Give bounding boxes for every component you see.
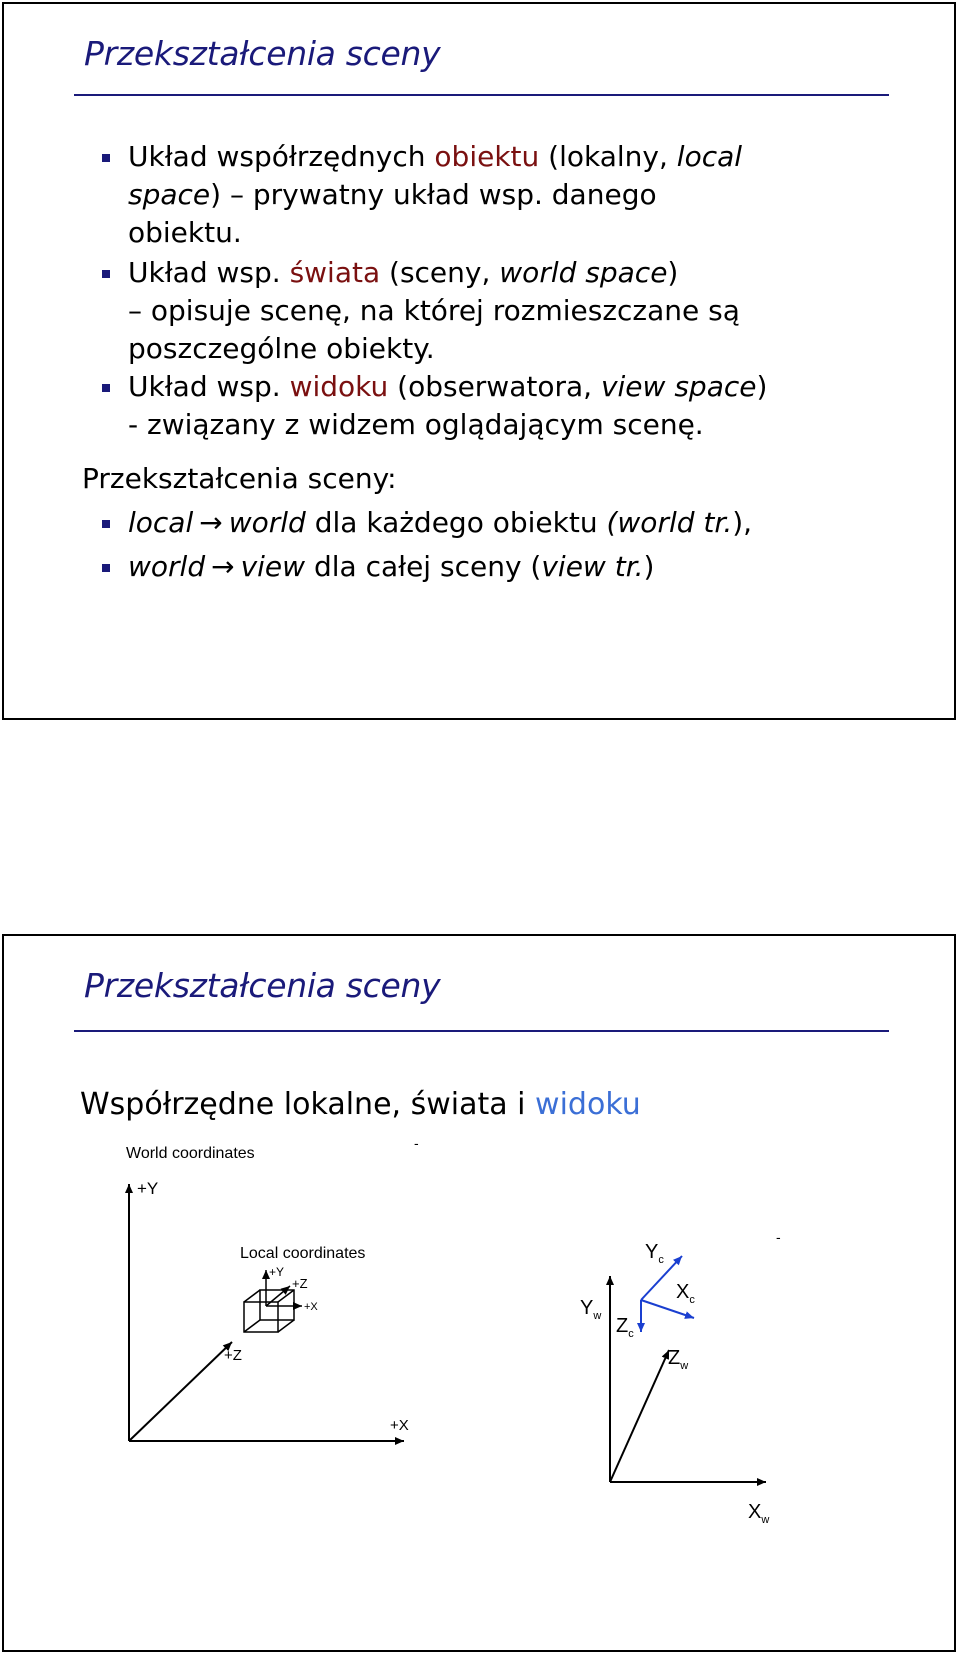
bullet-icon: [102, 564, 110, 572]
slide-1: [2, 2, 956, 720]
bullet-icon: [102, 270, 110, 278]
slide-title: Przekształcenia sceny: [84, 34, 441, 73]
xw-label: $X_w$: [748, 1501, 770, 1526]
world-z-label: +Z: [224, 1347, 242, 1364]
bullet-icon: [102, 384, 110, 392]
local-y-label: +Y: [269, 1265, 285, 1279]
cube-icon: [244, 1290, 294, 1332]
local-coordinates-label: Local coordinates: [240, 1245, 366, 1262]
dash-mark: -: [776, 1229, 781, 1245]
bullet-1-line-1: Układ współrzędnych obiektu (lokalny, local: [128, 140, 743, 173]
world-coordinates-label: World coordinates: [126, 1145, 255, 1162]
lead-text: Współrzędne lokalne, świata i widoku: [80, 1087, 641, 1122]
bullet-2-line-2: – opisuje scenę, na której rozmieszczane są: [128, 294, 740, 327]
bullet-2-line-3: poszczególne obiekty.: [128, 332, 435, 365]
world-x-label: +X: [390, 1417, 409, 1434]
bullet-1-line-3: obiektu.: [128, 216, 242, 249]
bullet-icon: [102, 520, 110, 528]
bullet-4: local → world dla każdego obiektu (world tr.),: [128, 506, 753, 539]
yw-label: $Y_w$: [580, 1297, 602, 1322]
local-x-label: +X: [304, 1301, 318, 1313]
zw-label: $Z_w$: [668, 1347, 689, 1372]
bullet-1-line-2: space) – prywatny układ wsp. danego: [128, 178, 657, 211]
bullet-3-line-2: - związany z widzem oglądającym scenę.: [128, 408, 704, 441]
slide-2: [2, 934, 956, 1652]
world-z-axis: [129, 1342, 232, 1441]
bullet-2-line-1: Układ wsp. świata (sceny, world space): [128, 256, 679, 289]
bullet-icon: [102, 154, 110, 162]
world-y-label: +Y: [137, 1179, 159, 1198]
zc-label: $Z_c$: [616, 1315, 634, 1340]
bullet-3-line-1: Układ wsp. widoku (obserwatora, view space): [128, 370, 768, 403]
world-view-diagram: [580, 1229, 781, 1526]
slide-title: Przekształcenia sceny: [84, 966, 441, 1005]
coordinate-diagrams: [4, 936, 954, 1650]
world-z-axis: [610, 1350, 669, 1482]
bullet-5: world → view dla całej sceny (view tr.): [128, 550, 655, 583]
xc-label: $X_c$: [676, 1281, 695, 1306]
yc-label: $Y_c$: [645, 1241, 664, 1266]
title-underline: [74, 94, 889, 96]
dash-mark: -: [414, 1135, 419, 1151]
local-z-label: +Z: [292, 1276, 308, 1291]
subheading: Przekształcenia sceny:: [82, 462, 397, 495]
world-local-diagram: [126, 1135, 419, 1441]
